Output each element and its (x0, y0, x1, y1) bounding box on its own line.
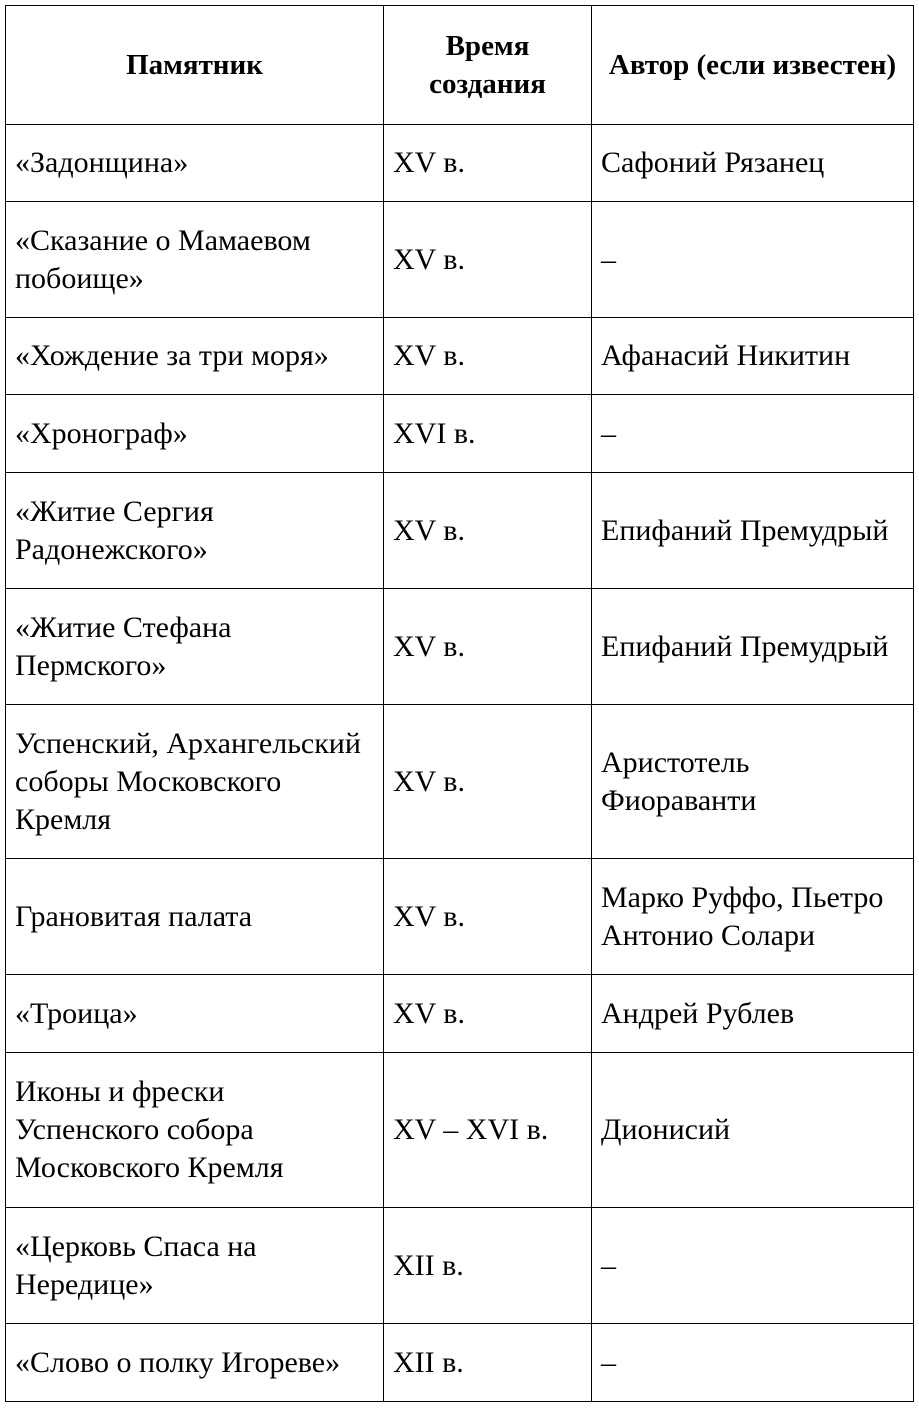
cell-author: Епифаний Премудрый (592, 473, 914, 589)
cell-monument: «Житие Сергия Радонежского» (6, 473, 384, 589)
table-row (6, 1208, 914, 1324)
cell-author: – (592, 1208, 914, 1324)
table-row (6, 125, 914, 202)
cell-monument: «Слово о полку Игореве» (6, 1324, 384, 1402)
cell-monument: «Хронограф» (6, 395, 384, 473)
cell-time: XV в. (384, 318, 592, 395)
cell-time: XV в. (384, 589, 592, 705)
cell-author: – (592, 202, 914, 318)
cell-author: Сафоний Рязанец (592, 125, 914, 202)
cell-author: Дионисий (592, 1053, 914, 1208)
cell-time: XII в. (384, 1208, 592, 1324)
table-row (6, 1053, 914, 1208)
header-time: Время создания (384, 6, 592, 125)
table-row (6, 395, 914, 473)
table-row (6, 202, 914, 318)
cell-time: XVI в. (384, 395, 592, 473)
table-row (6, 473, 914, 589)
cell-author: Епифаний Премудрый (592, 589, 914, 705)
cell-time: XV в. (384, 202, 592, 318)
cell-time: XV в. (384, 859, 592, 975)
cell-monument: Грановитая палата (6, 859, 384, 975)
table-row (6, 589, 914, 705)
cell-time: XV в. (384, 975, 592, 1053)
cell-time: XV в. (384, 705, 592, 859)
cell-time: XII в. (384, 1324, 592, 1402)
table-row (6, 318, 914, 395)
cell-monument: Успенский, Архангельский соборы Московского Кремля (6, 705, 384, 859)
header-author: Автор (если известен) (592, 6, 914, 125)
cell-author: Марко Руффо, Пьетро Антонио Солари (592, 859, 914, 975)
table-row (6, 975, 914, 1053)
table-row (6, 1324, 914, 1402)
cell-time: XV в. (384, 473, 592, 589)
cell-author: Андрей Рублев (592, 975, 914, 1053)
cell-monument: «Житие Стефана Пермского» (6, 589, 384, 705)
cell-author: Аристотель Фиораванти (592, 705, 914, 859)
cell-author: – (592, 395, 914, 473)
table-row (6, 859, 914, 975)
cell-monument: «Троица» (6, 975, 384, 1053)
cell-monument: «Хождение за три моря» (6, 318, 384, 395)
cell-monument: «Задонщина» (6, 125, 384, 202)
table-row (6, 705, 914, 859)
cell-author: – (592, 1324, 914, 1402)
cell-monument: «Церковь Спаса на Нередице» (6, 1208, 384, 1324)
header-monument: Памятник (6, 6, 384, 125)
header-row (6, 6, 914, 125)
cell-time: XV – XVI в. (384, 1053, 592, 1208)
cell-monument: Иконы и фрески Успенского собора Московского Кремля (6, 1053, 384, 1208)
cell-monument: «Сказание о Мамаевом побоище» (6, 202, 384, 318)
cell-time: XV в. (384, 125, 592, 202)
cell-author: Афанасий Никитин (592, 318, 914, 395)
monuments-table (5, 5, 914, 1402)
